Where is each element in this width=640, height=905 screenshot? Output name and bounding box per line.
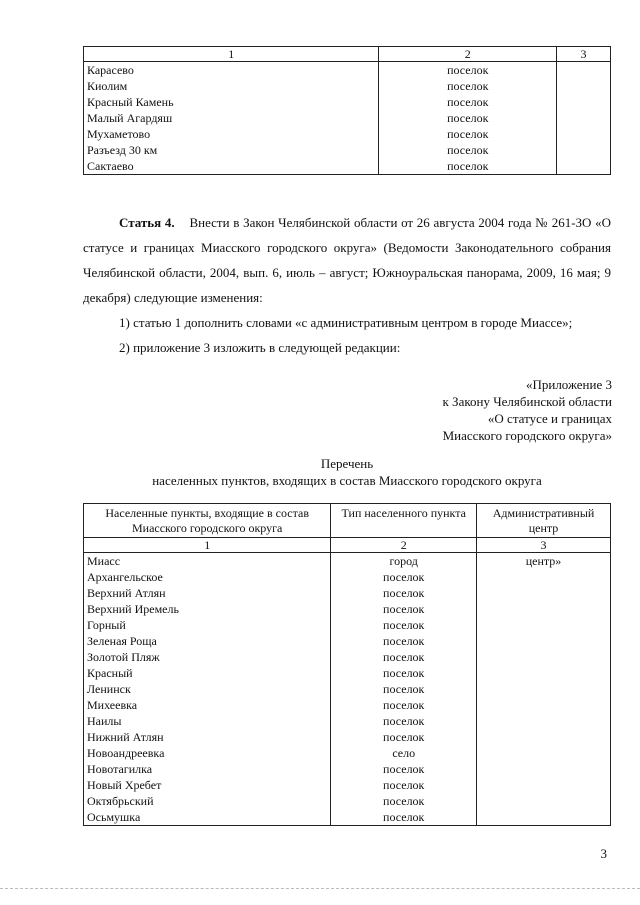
appendix-line-2: к Закону Челябинской области [442,394,612,409]
settlement-type: поселок [331,649,477,665]
column-header-type: Тип населенного пункта [331,504,477,538]
settlement-name: Осьмушка [84,809,331,826]
table-row [84,665,611,681]
table-row [84,553,611,570]
settlement-name: Горный [84,617,331,633]
settlement-type: поселок [379,78,557,94]
table-row [84,94,611,110]
settlement-name: Мухаметово [84,126,379,142]
table-row [84,62,611,79]
table-row [84,681,611,697]
admin-center [477,681,611,697]
list-title [83,455,611,489]
settlements-table-body [84,553,611,826]
settlement-name: Красный Камень [84,94,379,110]
column-number-1: 1 [84,47,379,62]
settlements-table [83,503,611,826]
settlement-type: село [331,745,477,761]
admin-center [477,745,611,761]
admin-center [477,809,611,826]
admin-center: центр» [477,553,611,570]
article-label: Статья 4. [119,215,175,230]
settlement-name: Архангельское [84,569,331,585]
settlement-name: Малый Агардяш [84,110,379,126]
column-number-2: 2 [331,538,477,553]
settlement-name: Зеленая Роща [84,633,331,649]
settlement-type: поселок [331,601,477,617]
article-item-2: 2) приложение 3 изложить в следующей редакции: [119,340,401,355]
table-row [84,761,611,777]
table-row [84,633,611,649]
appendix-line-1: «Приложение 3 [525,377,612,392]
table-header-row [84,47,611,62]
article-4 [83,210,611,360]
list-title-line-1: Перечень [320,456,374,471]
table-row [84,78,611,94]
appendix-line-4: Миасского городского округа» [442,428,612,443]
column-number-3: 3 [557,47,611,62]
admin-center [477,569,611,585]
appendix-line-3: «О статусе и границах [487,411,612,426]
settlement-name: Разъезд 30 км [84,142,379,158]
settlement-name: Золотой Пляж [84,649,331,665]
settlement-type: поселок [331,777,477,793]
admin-center [477,649,611,665]
column-number-1: 1 [84,538,331,553]
settlement-name: Сактаево [84,158,379,175]
table-row [84,126,611,142]
admin-center [557,126,611,142]
settlement-type: поселок [379,94,557,110]
settlement-name: Новотагилка [84,761,331,777]
admin-center [557,142,611,158]
table-row [84,601,611,617]
settlement-name: Карасево [84,62,379,79]
table-row [84,793,611,809]
settlement-type: поселок [331,665,477,681]
column-header-admin-center: Административный центр [477,504,611,538]
list-title-line-2: населенных пунктов, входящих в состав Миасского городского округа [152,473,542,488]
settlement-name: Михеевка [84,697,331,713]
admin-center [477,697,611,713]
table-row [84,585,611,601]
settlement-type: поселок [331,617,477,633]
article-item-1: 1) статью 1 дополнить словами «с административным центром в городе Миассе»; [119,315,573,330]
table-row [84,777,611,793]
admin-center [557,94,611,110]
settlement-name: Новоандреевка [84,745,331,761]
settlement-name: Миасс [84,553,331,570]
table-row [84,110,611,126]
settlement-type: поселок [379,158,557,175]
column-header-settlements: Населенные пункты, входящие в состав Миасского городского округа [84,504,331,538]
page-number: 3 [600,846,607,861]
appendix-heading [442,376,612,444]
settlements-table-continued [83,46,611,175]
settlement-type: поселок [379,62,557,79]
settlement-type: поселок [331,681,477,697]
settlement-type: поселок [379,126,557,142]
settlement-type: поселок [331,761,477,777]
table-row [84,142,611,158]
settlement-type: поселок [331,809,477,826]
settlement-type: поселок [331,793,477,809]
table-row [84,697,611,713]
settlement-type: город [331,553,477,570]
admin-center [477,665,611,681]
table-row [84,569,611,585]
admin-center [557,62,611,79]
table-row [84,713,611,729]
settlement-name: Киолим [84,78,379,94]
admin-center [477,729,611,745]
admin-center [477,585,611,601]
settlement-type: поселок [331,729,477,745]
table-number-row [84,538,611,553]
column-number-2: 2 [379,47,557,62]
footer-divider [0,888,640,889]
settlement-type: поселок [331,697,477,713]
table-row [84,649,611,665]
settlement-name: Новый Хребет [84,777,331,793]
settlement-type: поселок [331,633,477,649]
table-row [84,809,611,826]
table-row [84,158,611,175]
admin-center [477,713,611,729]
admin-center [477,793,611,809]
settlement-name: Верхний Атлян [84,585,331,601]
admin-center [477,761,611,777]
settlement-name: Нижний Атлян [84,729,331,745]
admin-center [557,158,611,175]
settlement-type: поселок [331,585,477,601]
settlement-type: поселок [379,110,557,126]
settlement-type: поселок [379,142,557,158]
admin-center [477,617,611,633]
table-row [84,729,611,745]
admin-center [477,777,611,793]
settlement-name: Верхний Иремель [84,601,331,617]
article-intro-paragraph [83,210,611,310]
table-row [84,617,611,633]
settlement-type: поселок [331,713,477,729]
table-header-row [84,504,611,538]
admin-center [557,78,611,94]
settlement-name: Октябрьский [84,793,331,809]
table-row [84,745,611,761]
settlement-name: Ленинск [84,681,331,697]
admin-center [477,601,611,617]
settlement-type: поселок [331,569,477,585]
admin-center [557,110,611,126]
settlement-name: Красный [84,665,331,681]
settlement-name: Наилы [84,713,331,729]
article-intro-text: Внести в Закон Челябинской области от 26 августа 2004 года № 261-ЗО «О статусе и границах Миасского городского округа» (Ведомости Законодательного собрания Челябинской области, 2004, вып. 6, июль – август; Южноуральская панорама, 2009, 16 мая; 9 декабря) следующие изменения: [83,215,612,305]
admin-center [477,633,611,649]
column-number-3: 3 [477,538,611,553]
